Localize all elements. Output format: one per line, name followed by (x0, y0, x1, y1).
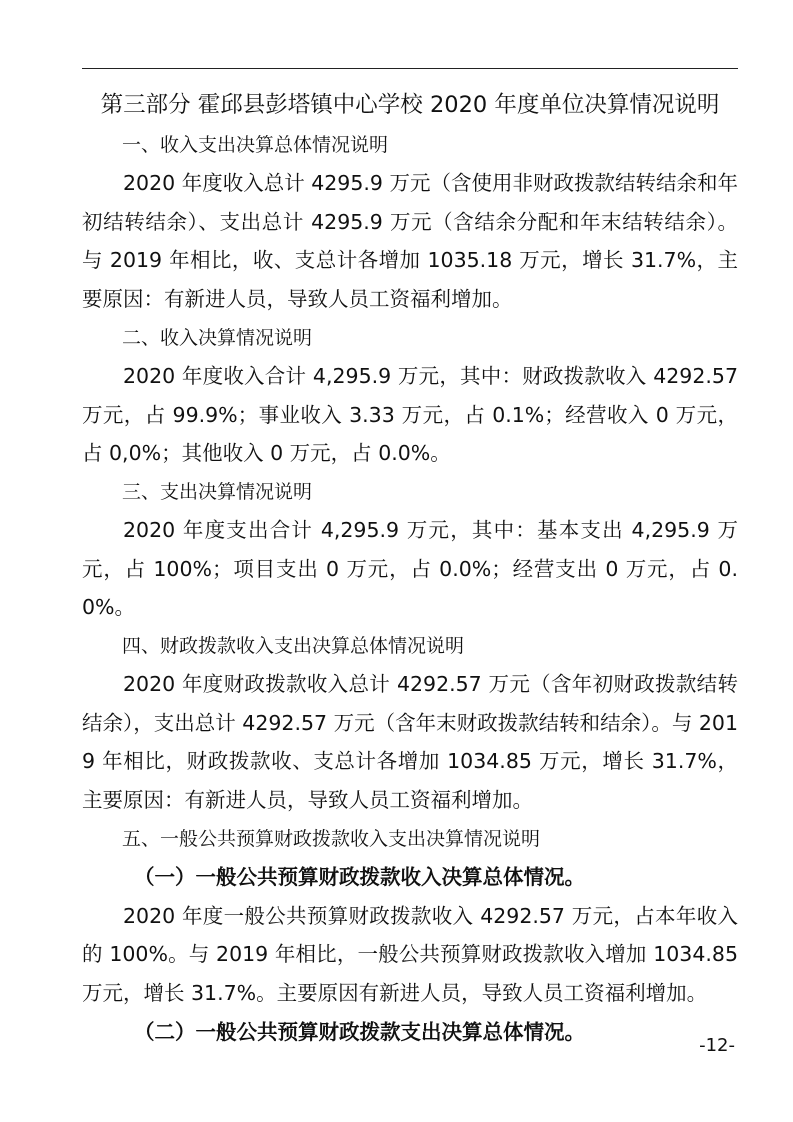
document-body (82, 84, 738, 1051)
section-heading-5: 五、一般公共预算财政拨款收入支出决算情况说明 (122, 827, 541, 850)
page-number: -12- (699, 1035, 735, 1056)
section-paragraph-2: 2020 年度收入合计 4,295.9 万元，其中：财政拨款收入 4292.57 万元，占 99.9%；事业收入 3.33 万元，占 0.1%；经营收入 0 万元，占 0,0%；其他收入 0 万元，占 0.0%。 (82, 363, 738, 466)
section-heading-3: 三、支出决算情况说明 (122, 480, 313, 503)
page-title: 第三部分 霍邱县彭塔镇中心学校 2020 年度单位决算情况说明 (100, 92, 720, 118)
section-heading-2: 二、收入决算情况说明 (122, 326, 313, 349)
section-paragraph-4: 2020 年度财政拨款收入总计 4292.57 万元（含年初财政拨款结转结余），支出总计 4292.57 万元（含年末财政拨款结转和结余）。与 2019 年相比，财政拨款收、支总计各增加 1034.85 万元，增长 31.7%，主要原因：有新进人员，导致人员工资福利增加。 (82, 672, 738, 813)
section-heading-4: 四、财政拨款收入支出决算总体情况说明 (122, 635, 465, 658)
section-paragraph-3: 2020 年度支出合计 4,295.9 万元，其中：基本支出 4,295.9 万元，占 100%；项目支出 0 万元，占 0.0%；经营支出 0 万元，占 0.0%。 (82, 517, 738, 620)
section-paragraph-1: 2020 年度收入总计 4295.9 万元（含使用非财政拨款结转结余和年初结转结余）、支出总计 4295.9 万元（含结余分配和年末结转结余）。与 2019 年相比，收、支总计各增加 1035.18 万元，增长 31.7%，主要原因：有新进人员，导致人员工资福利增加。 (82, 171, 738, 312)
section-paragraph-5: 2020 年度一般公共预算财政拨款收入 4292.57 万元，占本年收入的 100%。与 2019 年相比，一般公共预算财政拨款收入增加 1034.85 万元，增长 31.7%。主要原因有新进人员，导致人员工资福利增加。 (82, 903, 738, 1005)
subheading-income-overview: （一）一般公共预算财政拨款收入决算总体情况。 (134, 864, 585, 889)
subheading-expenditure-overview: （二）一般公共预算财政拨款支出决算总体情况。 (134, 1019, 585, 1044)
header-rule (82, 68, 738, 69)
section-heading-1: 一、收入支出决算总体情况说明 (122, 134, 389, 156)
